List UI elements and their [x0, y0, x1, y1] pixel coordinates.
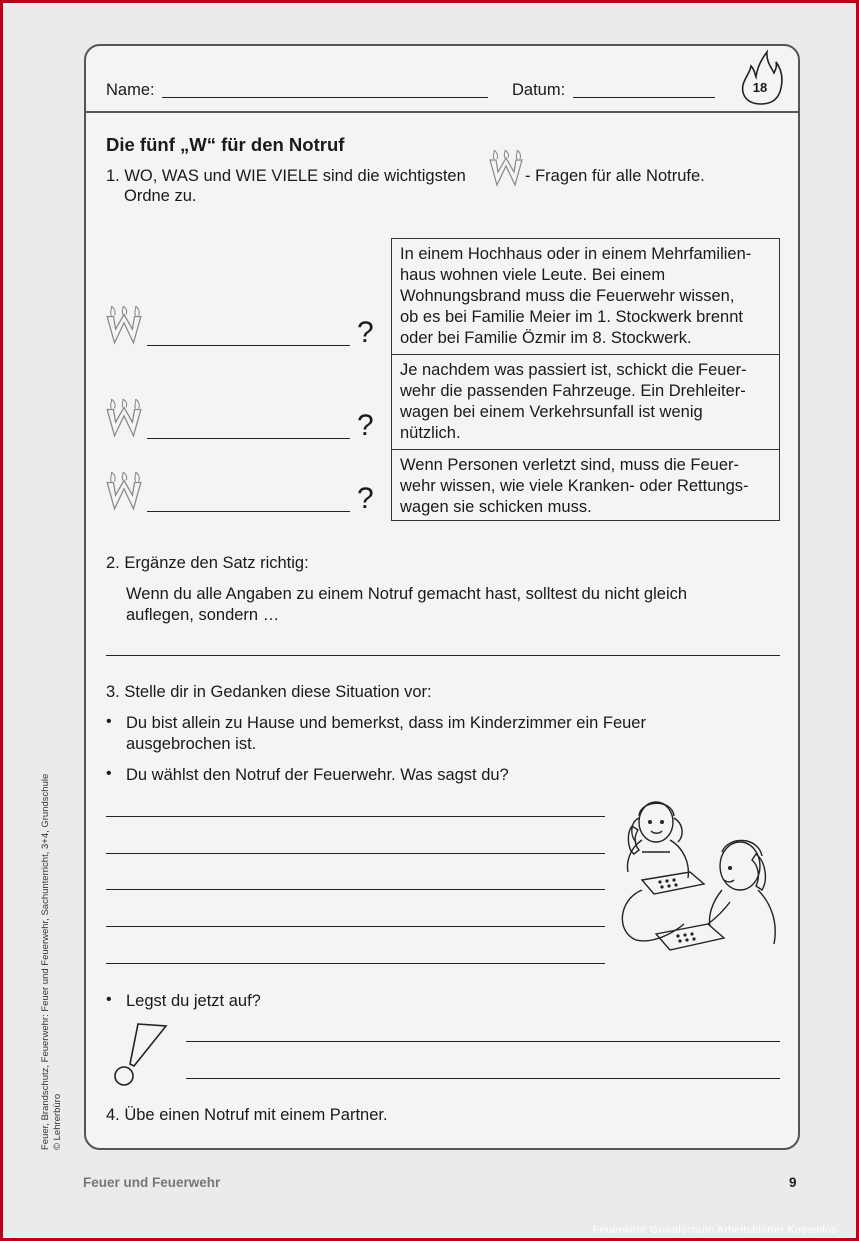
name-field[interactable] [162, 97, 488, 98]
bullet: • [106, 991, 112, 1008]
exclamation-icon [110, 1020, 172, 1090]
task2-sentence-line2: auflegen, sondern … [126, 606, 280, 624]
name-label: Name: [106, 81, 155, 99]
task3-answer-line[interactable] [106, 963, 605, 964]
info-line: oder bei Familie Özmir im 8. Stockwerk. [400, 329, 692, 347]
info-line: Wohnungsbrand muss die Feuerwehr wissen, [400, 287, 735, 305]
answer-line-what[interactable] [147, 438, 350, 439]
question-mark: ? [357, 316, 374, 349]
footer-title: Feuer und Feuerwehr [83, 1175, 221, 1190]
info-line: Wenn Personen verletzt sind, muss die Feuer- [400, 456, 740, 474]
task3-answer-line[interactable] [106, 816, 605, 817]
task3-answer-line[interactable] [106, 889, 605, 890]
flame-badge-icon [738, 48, 784, 106]
answer-line-how-many[interactable] [147, 511, 350, 512]
answer-line-where[interactable] [147, 345, 350, 346]
question-mark: ? [357, 409, 374, 442]
task3-bullet2: Du wählst den Notruf der Feuerwehr. Was sagst du? [126, 766, 509, 784]
task1-intro-a: 1. WO, WAS und WIE VIELE sind die wichtigsten [106, 167, 466, 185]
info-line: wehr die passenden Fahrzeuge. Ein Drehleiter- [400, 382, 746, 400]
info-box-how-many [391, 449, 780, 521]
watermark: Feuerwehr Grundschule Arbeitsblätter Kostenlos [593, 1224, 838, 1236]
worksheet-number: 18 [752, 80, 768, 95]
task2-answer-line[interactable] [106, 655, 780, 656]
info-line: ob es bei Familie Meier im 1. Stockwerk brennt [400, 308, 743, 326]
info-line: Je nachdem was passiert ist, schickt die Feuer- [400, 361, 747, 379]
task3-heading: 3. Stelle dir in Gedanken diese Situation vor: [106, 683, 432, 701]
task1-intro-b: - Fragen für alle Notrufe. [525, 167, 705, 185]
date-field[interactable] [573, 97, 715, 98]
sidebar-line: © Lehrerbüro [52, 1093, 63, 1150]
info-line: In einem Hochhaus oder in einem Mehrfamilien- [400, 245, 752, 263]
sidebar-line: Feuer, Brandschutz, Feuerwehr: Feuer und Feuerwehr, Sachunterricht, 3+4, Grundschule [40, 773, 51, 1150]
task3-final-answer-line[interactable] [186, 1078, 780, 1079]
info-box-what [391, 354, 780, 450]
task3-bullet3: Legst du jetzt auf? [126, 992, 261, 1010]
question-mark: ? [357, 482, 374, 515]
task3-final-answer-line[interactable] [186, 1041, 780, 1042]
info-line: haus wohnen viele Leute. Bei einem [400, 266, 666, 284]
bullet: • [106, 713, 112, 730]
date-label: Datum: [512, 81, 566, 99]
copyright-sidebar [40, 774, 64, 1150]
info-line: wehr wissen, wie viele Kranken- oder Rettungs- [400, 477, 749, 495]
task4-text: 4. Übe einen Notruf mit einem Partner. [106, 1106, 388, 1124]
w-letter-icon [104, 306, 144, 346]
task2-heading: 2. Ergänze den Satz richtig: [106, 554, 309, 572]
w-letter-icon [488, 150, 524, 188]
w-letter-icon [104, 399, 144, 439]
task3-answer-line[interactable] [106, 926, 605, 927]
info-box-where [391, 238, 780, 355]
page-number: 9 [789, 1175, 797, 1190]
children-phone-call-illustration [612, 792, 784, 970]
task3-bullet1-line1: Du bist allein zu Hause und bemerkst, dass im Kinderzimmer ein Feuer [126, 714, 646, 732]
task2-sentence-line1: Wenn du alle Angaben zu einem Notruf gemacht hast, solltest du nicht gleich [126, 585, 688, 603]
info-line: wagen bei einem Verkehrsunfall ist wenig [400, 403, 703, 421]
task1-instruction: Ordne zu. [124, 187, 197, 205]
bullet: • [106, 765, 112, 782]
task3-answer-line[interactable] [106, 853, 605, 854]
page-title: Die fünf „W“ für den Notruf [106, 134, 345, 155]
w-letter-icon [104, 472, 144, 512]
header-divider [84, 111, 800, 113]
info-line: wagen sie schicken muss. [400, 498, 592, 516]
info-line: nützlich. [400, 424, 461, 442]
task3-bullet1-line2: ausgebrochen ist. [126, 735, 257, 753]
